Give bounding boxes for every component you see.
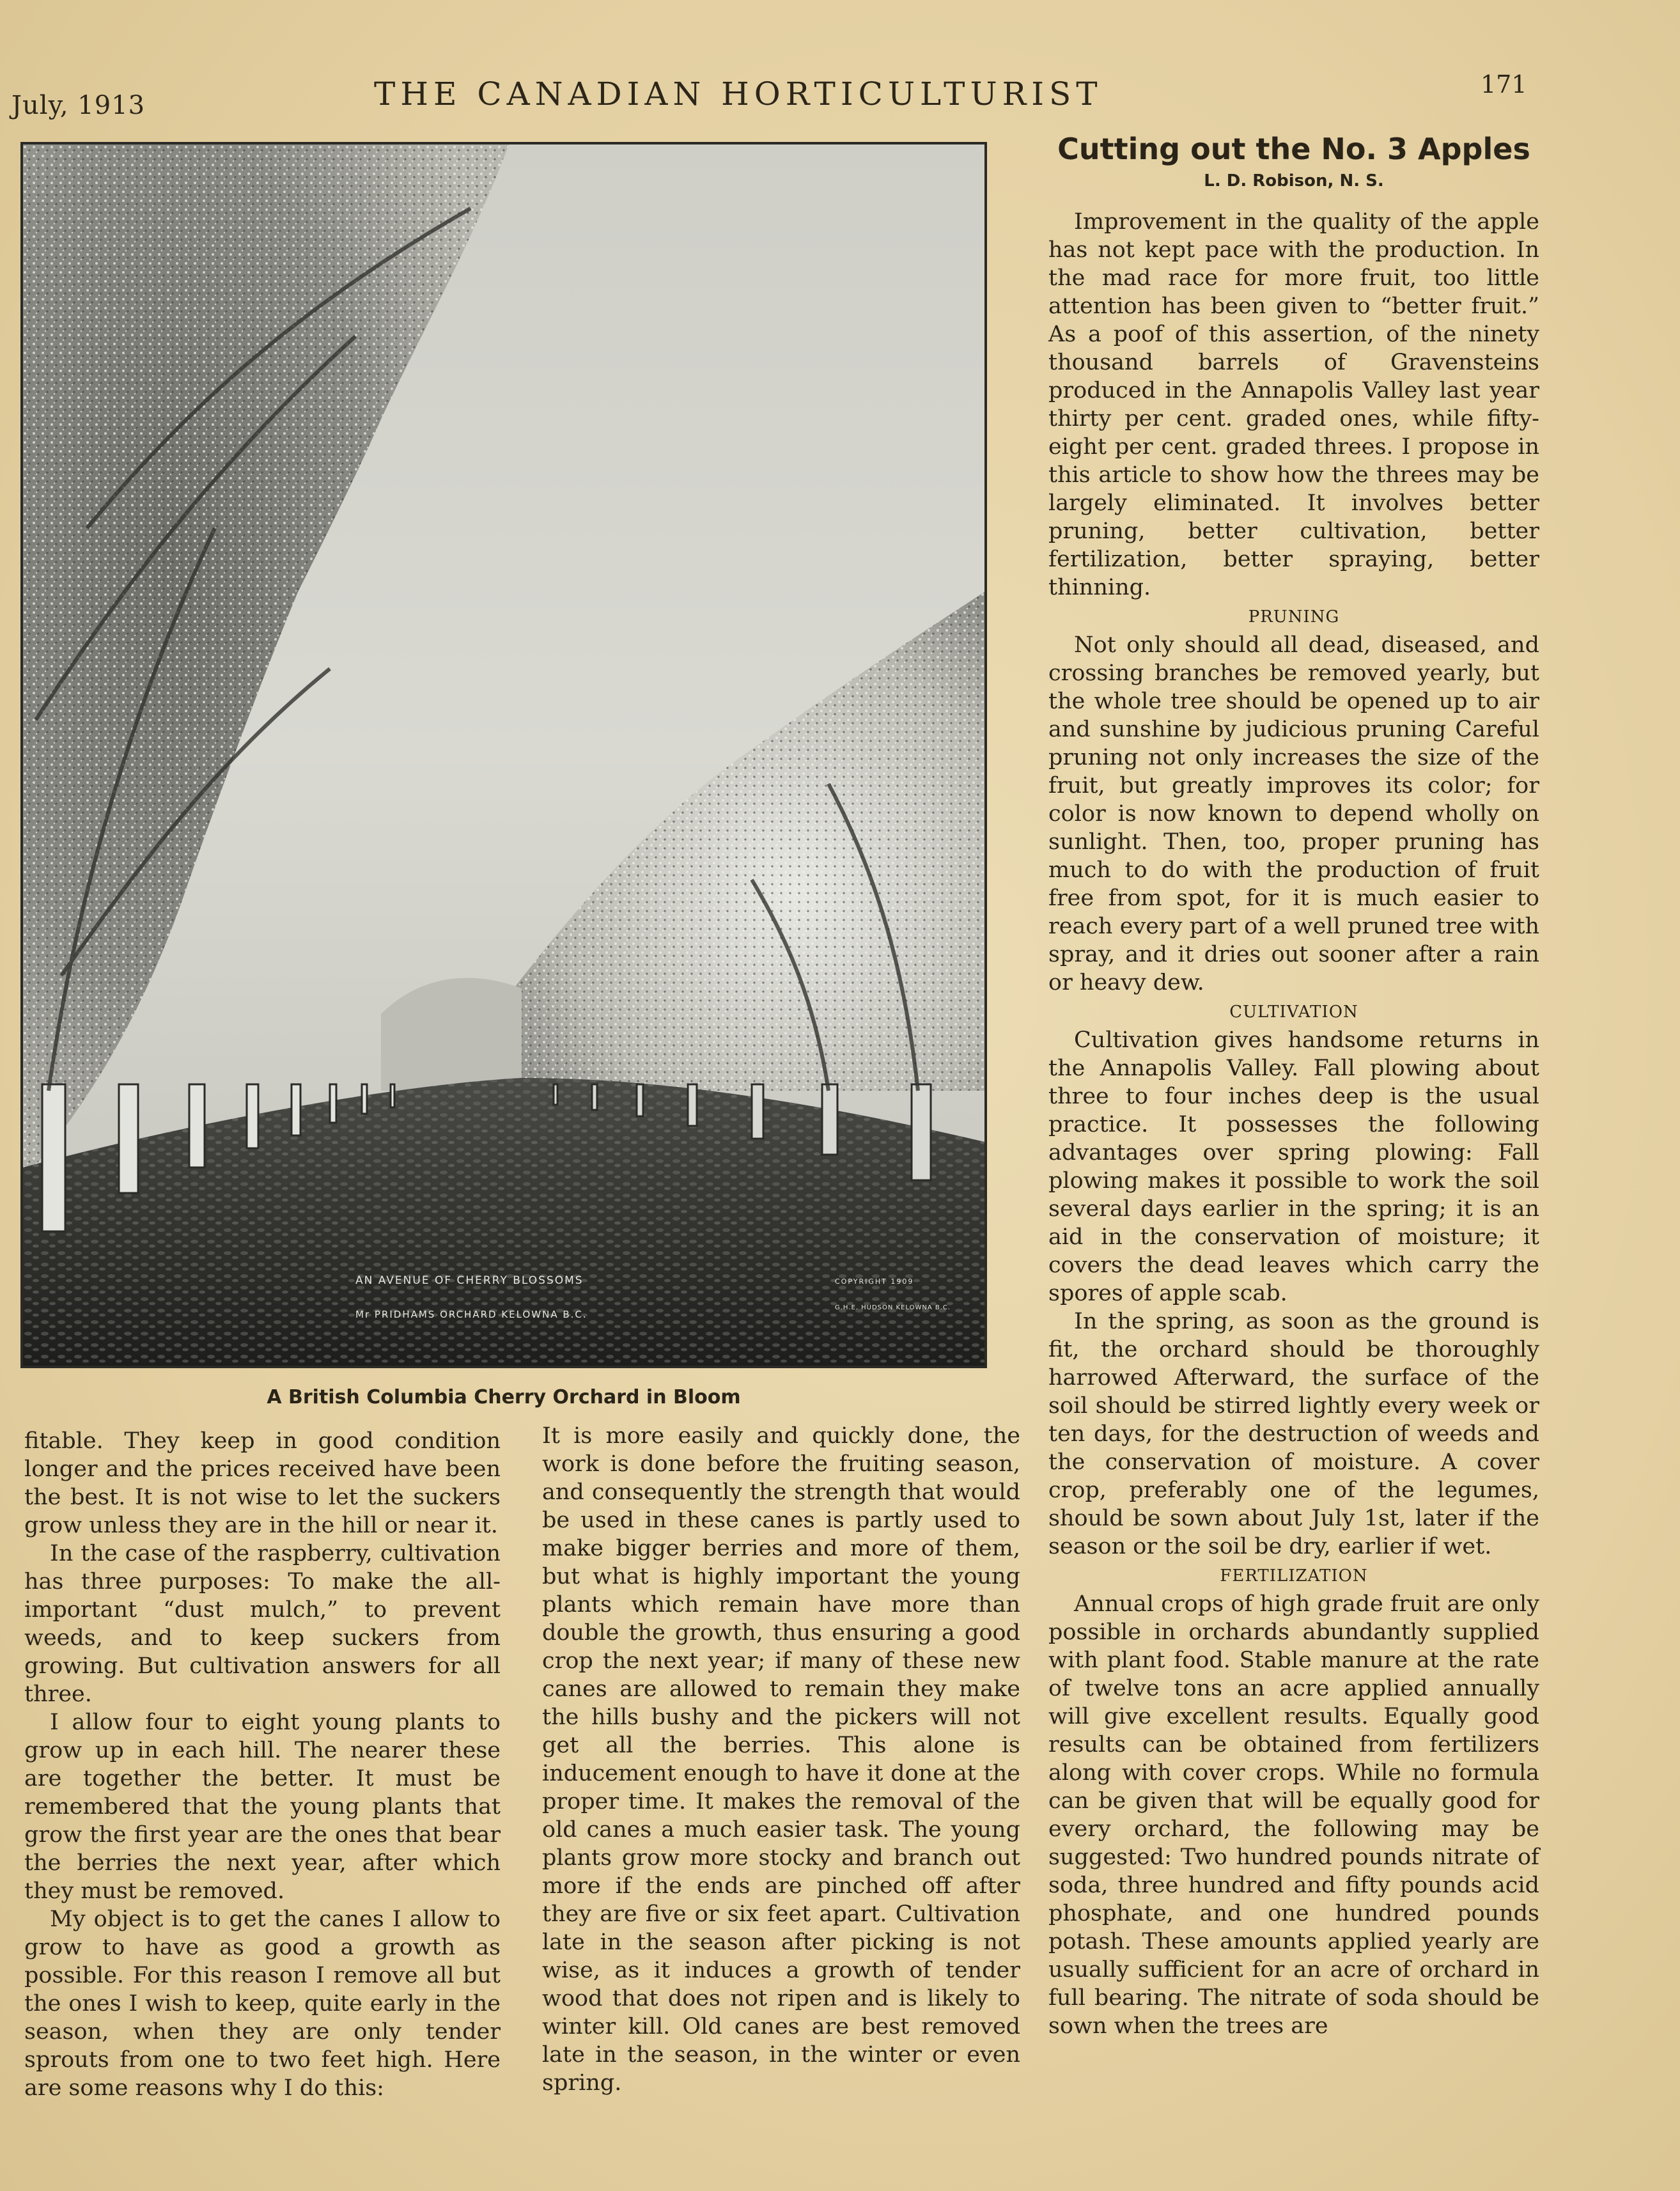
paragraph: It is more easily and quickly done, the work is done before the fruiting season, and consequently the strength that would be used in these canes is partly used to make bigger berries and more of them, but what is highly important the young plants which remain have more than double the growth, thus ensuring a good crop the next year; if many of these new canes are allowed to remain they make the hills bushy and the pickers will not get all the berries. This alone is inducement enough to have it done at the proper time. It makes the removal of the old canes a much easier task. The young plants grow more stocky and branch out more if the ends are pinched off after they are five or six feet apart. Cultivation late in the season after picking is not wise, as it induces a growth of tender wood that does not ripen and is likely to winter kill. Old canes are best removed late in the season, in the winter or even spring. bbox=[542, 1423, 1020, 2096]
paragraph: Improvement in the quality of the apple has not kept pace with the production. In the mad race for more fruit, too little attention has been given to “better fruit.” As a poof of this assertion, of the ninety thousand barrels of Gravensteins produced in the Annapolis Valley last year thirty per cent. graded ones, while fifty-eight per cent. graded threes. I propose in this article to show how the threes may be largely eliminated. It involves better pruning, better cultivation, better fertilization, better spraying, better thinning. bbox=[1048, 209, 1539, 600]
paragraph: Not only should all dead, diseased, and crossing branches be removed yearly, but the whole tree should be opened up to air and sunshine by judicious pruning Careful pruning not only increases the size of the fruit, but greatly improves its color; for color is now known to depend wholly on sunlight. Then, too, proper pruning has much to do with the production of fruit free from spot, for it is much easier to reach every part of a well pruned tree with spray, and it dries out sooner after a rain or heavy dew. bbox=[1048, 632, 1539, 995]
paragraph: In the spring, as soon as the ground is fit, the orchard should be thoroughly harrowed Afterward, the surface of the soil should be stirred lightly every week or ten days, for the destruction of weeds and the conservation of moisture. A cover crop, preferably one of the legumes, should be sown about July 1st, later if the season or the soil be dry, earlier if wet. bbox=[1048, 1309, 1539, 1559]
article-byline: L. D. Robison, N. S. bbox=[1204, 171, 1384, 191]
page-number: 171 bbox=[1481, 70, 1527, 98]
left-article-column-1 bbox=[24, 1427, 501, 2102]
photo-inset-line2: Mr PRIDHAMS ORCHARD KELOWNA B.C. bbox=[355, 1309, 587, 1320]
article-column bbox=[1048, 208, 1539, 2040]
paragraph: I allow four to eight young plants to grow up in each hill. The nearer these are together the better. It must be remembered that the young plants that grow the first year are the ones that bear the berries the next year, after which they must be removed. bbox=[24, 1710, 501, 1904]
section-heading-pruning: PRUNING bbox=[1248, 607, 1340, 627]
magazine-title: THE CANADIAN HORTICULTURIST bbox=[374, 75, 1103, 113]
orchard-photo bbox=[20, 142, 987, 1368]
paragraph: Cultivation gives handsome returns in the Annapolis Valley. Fall plowing about three to four inches deep is the usual practice. It possesses the following advantages over spring plowing: Fall plowing makes it possible to work the soil several days earlier in the spring; it is an aid in the conservation of moisture; it covers the dead leaves which carry the spores of apple scab. bbox=[1048, 1027, 1539, 1306]
paragraph: fitable. They keep in good condition longer and the prices received have been the best. It is not wise to let the suckers grow unless they are in the hill or near it. bbox=[24, 1428, 501, 1538]
section-heading-fertilization: FERTILIZATION bbox=[1220, 1566, 1368, 1586]
article-title: Cutting out the No. 3 Apples bbox=[1057, 132, 1530, 166]
photo-inset-line1: AN AVENUE OF CHERRY BLOSSOMS bbox=[355, 1274, 584, 1287]
paragraph: My object is to get the canes I allow to grow to have as good a growth as possible. For this reason I remove all but the ones I wish to keep, quite early in the season, when they are only tender sprouts from one to two feet high. Here are some reasons why I do this: bbox=[24, 1906, 501, 2101]
photo-inset-copyright: COPYRIGHT 1909 bbox=[835, 1277, 914, 1286]
photo-caption: A British Columbia Cherry Orchard in Bloom bbox=[267, 1386, 741, 1408]
photo-inset-credit: G.H.E. HUDSON KELOWNA B.C. bbox=[835, 1304, 951, 1311]
left-article-column-2 bbox=[542, 1422, 1020, 2097]
paragraph: Annual crops of high grade fruit are only possible in orchards abundantly supplied with plant food. Stable manure at the rate of twelve tons an acre applied annually will give excellent results. Equally good results can be obtained from fertilizers along with cover crops. While no formula can be given that will be equally good for every orchard, the following may be suggested: Two hundred pounds nitrate of soda, three hundred and fifty pounds acid phosphate, and one hundred pounds potash. These amounts applied yearly are usually sufficient for an acre of orchard in full bearing. The nitrate of soda should be sown when the trees are bbox=[1048, 1591, 1539, 2039]
issue-date: July, 1913 bbox=[12, 91, 146, 120]
section-heading-cultivation: CULTIVATION bbox=[1229, 1002, 1358, 1022]
paragraph: In the case of the raspberry, cultivation has three purposes: To make the all-important “dust mulch,” to prevent weeds, and to keep suckers from growing. But cultivation answers for all three. bbox=[24, 1541, 501, 1707]
